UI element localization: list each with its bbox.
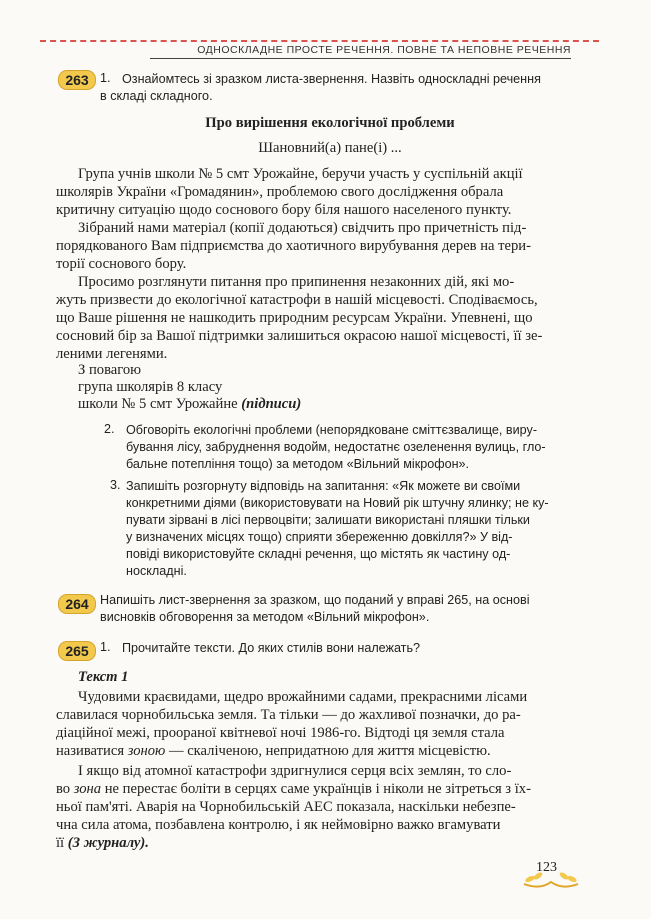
- text1-p1-line3: діаційної межі, проораної квітневої ночі 1986-го. Відтоді ця земля стала: [56, 725, 505, 741]
- ex263-task3-line6: носкладні.: [126, 564, 187, 578]
- text1-source: (З журналу).: [67, 835, 149, 851]
- ex263-task3-line1: Запишіть розгорнуту відповідь на запитання: «Як можете ви своїми: [126, 479, 521, 493]
- text1-p2-line2-zone: зона: [73, 781, 102, 797]
- letter-p1-line3: критичну ситуацію щодо соснового бору біля нашого населеного пункту.: [56, 202, 512, 218]
- text1-p1-line4-c: — скаліченою, непридатною для життя місцевістю.: [165, 743, 491, 759]
- text1-p2-line2: [56, 780, 531, 798]
- text1-p2-line5: [56, 834, 149, 852]
- ex263-task2-number: 2.: [104, 422, 115, 436]
- ex263-task2-line3: бальне потепління тощо) за методом «Вільний мікрофон».: [126, 457, 470, 471]
- exercise-263-badge: 263: [58, 70, 96, 90]
- ex263-task1-line2: в складі складного.: [100, 89, 213, 103]
- ex264-line1: Напишіть лист-звернення за зразком, що поданий у вправі 265, на основі: [100, 593, 530, 607]
- letter-p3-line2: жуть призвести до екологічної катастрофи в нашій місцевості. Сподіваємось,: [56, 292, 538, 308]
- ex263-task3-line5: повіді використовуйте складні речення, що містять як частину од-: [126, 547, 511, 561]
- letter-p2-line2: порядкованого Вам підприємства до хаотичного вирубування дерев на тери-: [56, 238, 531, 254]
- letter-title: Про вирішення екологічної проблеми: [205, 115, 455, 131]
- letter-sign-regards: З повагою: [78, 362, 142, 378]
- letter-p3-line5: леними легенями.: [56, 346, 168, 362]
- letter-sign-group: група школярів 8 класу: [78, 379, 223, 395]
- letter-p2-line1: Зібраний нами матеріал (копії додаються) свідчить про причетність під-: [78, 220, 527, 236]
- ex263-task1-line1: Ознайомтесь зі зразком листа-звернення. Назвіть односкладні речення: [122, 72, 541, 86]
- ex263-task1-number: 1.: [100, 71, 111, 85]
- running-header: ОДНОСКЛАДНЕ ПРОСТЕ РЕЧЕННЯ. ПОВНЕ ТА НЕПОВНЕ РЕЧЕННЯ: [197, 44, 571, 56]
- text1-p2-line1: І якщо від атомної катастрофи здригнулися серця всіх землян, то сло-: [78, 763, 512, 779]
- text1-title: Текст 1: [78, 669, 129, 685]
- text1-p2-line3: ньої пам'яті. Аварія на Чорнобильській АЕС показала, наскільки небезпе-: [56, 799, 516, 815]
- page-number: 123: [536, 860, 557, 875]
- text1-p1-line2: славилася чорнобильська земля. Та тільки — до жахливої позначки, до ра-: [56, 707, 521, 723]
- text1-p1-line1: Чудовими краєвидами, щедро врожайними садами, прекрасними лісами: [78, 689, 528, 705]
- ex263-task3-line3: пувати зірвані в лісі первоцвіти; залишати використані пляшки тільки: [126, 513, 530, 527]
- letter-p3-line3: що Ваше рішення не нашкодить природним ресурсам України. Упевнені, що: [56, 310, 533, 326]
- ex263-task2-line2: бування лісу, забруднення водойм, недостатнє озеленення вулиць, гло-: [126, 440, 546, 454]
- text1-p2-line2-c: не перестає боліти в серцях саме українців і ніколи не зітреться з їх-: [101, 781, 531, 797]
- letter-sign-school: [78, 395, 301, 413]
- exercise-264-badge: 264: [58, 594, 96, 614]
- ex263-task3-line2: конкретними діями (використовувати на Новий рік штучну ялинку; не ку-: [126, 496, 549, 510]
- ex265-task1-number: 1.: [100, 640, 111, 654]
- letter-p3-line1: Просимо розглянути питання про припинення незаконних дій, які мо-: [78, 274, 515, 290]
- text1-p2-line4: чна сила атома, позбавлена контролю, і як неймовірно важко вгамувати: [56, 817, 501, 833]
- letter-p2-line3: торії соснового бору.: [56, 256, 187, 272]
- ex263-task2-line1: Обговоріть екологічні проблеми (непорядковане сміттєзвалище, виру-: [126, 423, 538, 437]
- letter-greeting: Шановний(а) пане(і) ...: [258, 140, 402, 156]
- letter-p3-line4: сосновий бір за Вашої підтримки залишиться окрасою нашої місцевості, її зе-: [56, 328, 543, 344]
- exercise-265-badge: 265: [58, 641, 96, 661]
- ex263-task3-number: 3.: [110, 478, 121, 492]
- letter-sign-signatures: (підписи): [241, 396, 302, 412]
- ex263-task3-line4: у визначених місцях тощо) сприяти збереженню довкілля?» У від-: [126, 530, 513, 544]
- letter-sign-school-text: школи № 5 смт Урожайне: [78, 396, 238, 412]
- text1-p2-line5-a: її: [56, 835, 68, 851]
- header-rule: [150, 58, 571, 59]
- text1-p1-line4-zone: зоною: [127, 743, 166, 759]
- text1-p2-line2-a: во: [56, 781, 74, 797]
- ex264-line2: висновків обговорення за методом «Вільний мікрофон».: [100, 610, 430, 624]
- ex265-task1: Прочитайте тексти. До яких стилів вони належать?: [122, 641, 421, 655]
- text1-p1-line4-a: називатися: [56, 743, 128, 759]
- letter-p1-line1: Група учнів школи № 5 смт Урожайне, беручи участь у суспільній акції: [78, 166, 523, 182]
- text1-p1-line4: [56, 742, 491, 760]
- letter-p1-line2: школярів України «Громадянин», проблемою свого дослідження обрала: [56, 184, 504, 200]
